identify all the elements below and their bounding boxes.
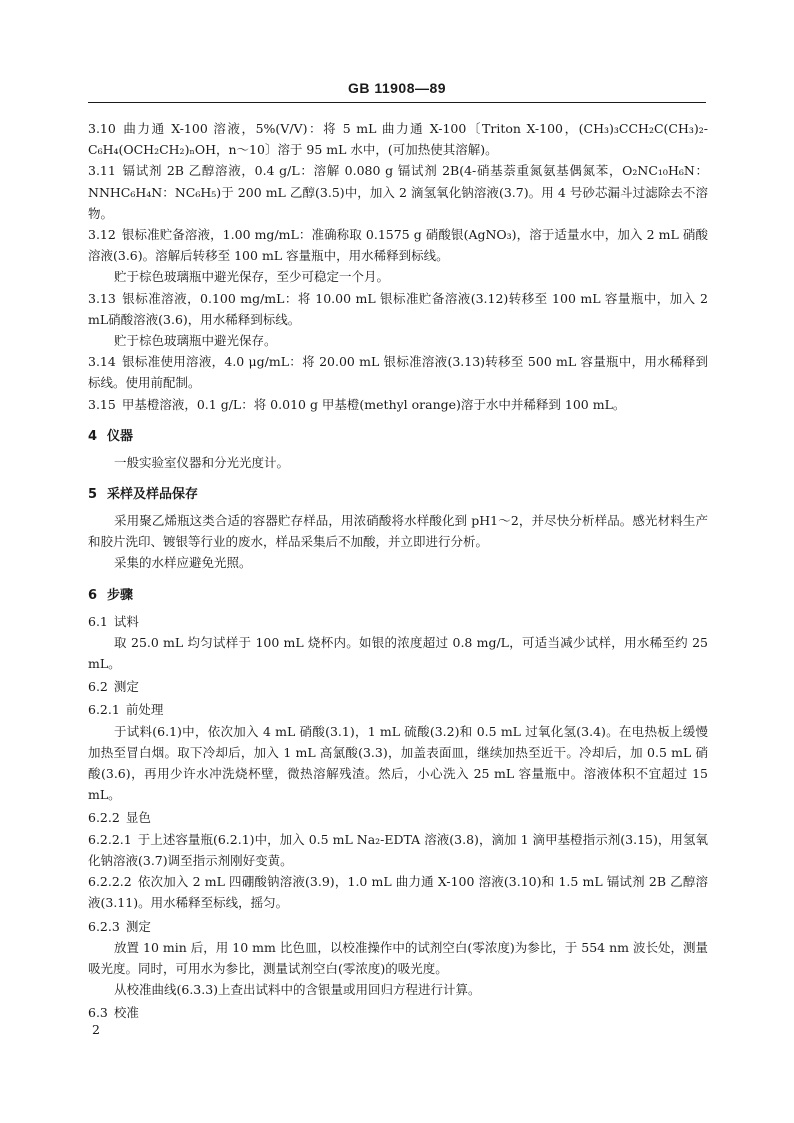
item-3-11	[88, 160, 708, 224]
item-number: 3.14	[88, 354, 116, 370]
item-text: 银标准贮备溶液，1.00 mg/mL：准确称取 0.1575 g 硝酸银(AgNO₃)，溶于适量水中，加入 2 mL 硝酸溶液(3.6)。溶解后转移至 100 mL 容量瓶中，用水稀释到标线。	[88, 227, 708, 264]
item-number: 3.13	[88, 290, 116, 306]
item-number: 3.10	[88, 121, 116, 136]
subsection-title: 显色	[125, 810, 151, 826]
section-number: 6	[88, 587, 98, 603]
subsection-number: 6.3	[88, 1005, 108, 1021]
subsection-number: 6.2.1	[88, 702, 120, 718]
section-4-heading	[88, 425, 708, 444]
subsection-title: 测定	[113, 679, 139, 695]
subsection-6-3-heading	[88, 1002, 708, 1023]
section-5-paragraph-2: 采集的水样应避免光照。	[114, 555, 252, 571]
subsection-6-2-3-paragraph-1: 放置 10 min 后，用 10 mm 比色皿，以校准操作中的试剂空白(零浓度)为参比，于 554 nm 波长处，测量吸光度。同时，可用水为参比，测量试剂空白(零浓度)的吸光度。	[88, 939, 708, 976]
item-3-10	[88, 118, 708, 160]
page-number: 2	[92, 1022, 100, 1037]
subsection-number: 6.2	[88, 679, 108, 695]
subsection-6-2-1-heading	[88, 699, 708, 720]
section-title: 采样及样品保存	[107, 487, 199, 503]
item-text: 镉试剂 2B 乙醇溶液，0.4 g/L：溶解 0.080 g 镉试剂 2B(4-硝基萘重氮氨基偶氮苯，O₂NC₁₀H₆N：NNHC₆H₄N：NC₆H₅)于 200 mL 乙醇(3.5)中，加入 2 滴氢氧化钠溶液(3.7)。用 4 号砂芯漏斗过滤除去不溶物。	[88, 163, 708, 221]
section-number: 5	[88, 487, 98, 503]
subsection-6-2-2-1	[88, 829, 708, 871]
item-number: 3.11	[88, 163, 116, 179]
subsection-number: 6.1	[88, 613, 108, 629]
subsection-title: 前处理	[125, 702, 164, 718]
item-3-12	[88, 224, 708, 266]
section-title: 步骤	[107, 587, 134, 603]
subsection-6-2-3-heading	[88, 916, 708, 937]
subsection-6-2-2-2	[88, 871, 708, 913]
subsection-number: 6.2.3	[88, 918, 120, 934]
item-3-13-note: 贮于棕色玻璃瓶中避光保存。	[114, 333, 277, 349]
subsection-6-1-body: 取 25.0 mL 均匀试样于 100 mL 烧杯内。如银的浓度超过 0.8 mg/L，可适当减少试样，用水稀至约 25 mL。	[88, 634, 708, 672]
subsection-6-2-1-body: 于试料(6.1)中，依次加入 4 mL 硝酸(3.1)，1 mL 硫酸(3.2)和 0.5 mL 过氧化氢(3.4)。在电热板上缓慢加热至冒白烟。取下冷却后，加入 1 mL 高氯酸(3.3)，加盖表面皿，继续加热至近干。冷却后，加 0.5 mL 硝酸(3.6)，再用少许水冲洗烧杯壁，微热溶解残渣。然后，小心洗入 25 mL 容量瓶中。溶液体积不宜超过 15 mL。	[88, 723, 708, 803]
document-body	[88, 118, 708, 1024]
subsection-6-1-heading	[88, 611, 708, 632]
subsection-number: 6.2.2.2	[88, 874, 132, 890]
item-3-14	[88, 351, 708, 393]
subsection-title: 校准	[113, 1005, 139, 1021]
item-number: 3.12	[88, 227, 116, 243]
subsection-title: 测定	[125, 918, 151, 934]
item-text: 甲基橙溶液，0.1 g/L：将 0.010 g 甲基橙(methyl orange)溶于水中并稀释到 100 mL。	[121, 396, 626, 412]
section-5-heading	[88, 483, 708, 502]
item-number: 3.15	[88, 396, 116, 412]
subsection-6-2-2-heading	[88, 807, 708, 828]
subsection-6-2-3-paragraph-2: 从校准曲线(6.3.3)上查出试料中的含银量或用回归方程进行计算。	[114, 982, 481, 998]
section-6-heading	[88, 584, 708, 603]
section-title: 仪器	[107, 428, 134, 444]
item-3-13	[88, 288, 708, 330]
item-text: 银标准使用溶液，4.0 μg/mL：将 20.00 mL 银标准溶液(3.13)转移至 500 mL 容量瓶中，用水稀释到标线。使用前配制。	[88, 354, 708, 391]
subsection-text: 于上述容量瓶(6.2.1)中，加入 0.5 mL Na₂-EDTA 溶液(3.8)，滴加 1 滴甲基橙指示剂(3.15)，用氢氧化钠溶液(3.7)调至指示剂刚好变黄。	[88, 831, 708, 868]
subsection-text: 依次加入 2 mL 四硼酸钠溶液(3.9)，1.0 mL 曲力通 X-100 溶液(3.10)和 1.5 mL 镉试剂 2B 乙醇溶液(3.11)。用水稀释至标线，摇匀。	[88, 874, 708, 911]
section-4-body: 一般实验室仪器和分光光度计。	[114, 454, 290, 470]
subsection-number: 6.2.2	[88, 810, 120, 826]
item-3-15	[88, 394, 708, 415]
standard-code: GB 11908—89	[347, 80, 447, 96]
subsection-title: 试料	[113, 613, 139, 629]
item-text: 银标准溶液，0.100 mg/mL：将 10.00 mL 银标准贮备溶液(3.12)转移至 100 mL 容量瓶中，加入 2 mL硝酸溶液(3.6)，用水稀释到标线。	[88, 290, 708, 327]
item-3-12-note: 贮于棕色玻璃瓶中避光保存，至少可稳定一个月。	[114, 269, 390, 285]
subsection-6-2-heading	[88, 676, 708, 697]
header-rule	[88, 102, 706, 103]
section-5-paragraph-1: 采用聚乙烯瓶这类合适的容器贮存样品，用浓硝酸将水样酸化到 pH1～2，并尽快分析样品。感光材料生产和胶片洗印、镀银等行业的废水，样品采集后不加酸，并立即进行分析。	[88, 513, 708, 550]
subsection-number: 6.2.2.1	[88, 831, 132, 847]
section-number: 4	[88, 428, 98, 444]
item-text: 曲力通 X-100 溶液，5%(V/V)：将 5 mL 曲力通 X-100〔Triton X-100，(CH₃)₃CCH₂C(CH₃)₂-C₆H₄(OCH₂CH₂)ₙOH，n～10〕溶于 95 mL 水中，(可加热使其溶解)。	[88, 121, 708, 158]
